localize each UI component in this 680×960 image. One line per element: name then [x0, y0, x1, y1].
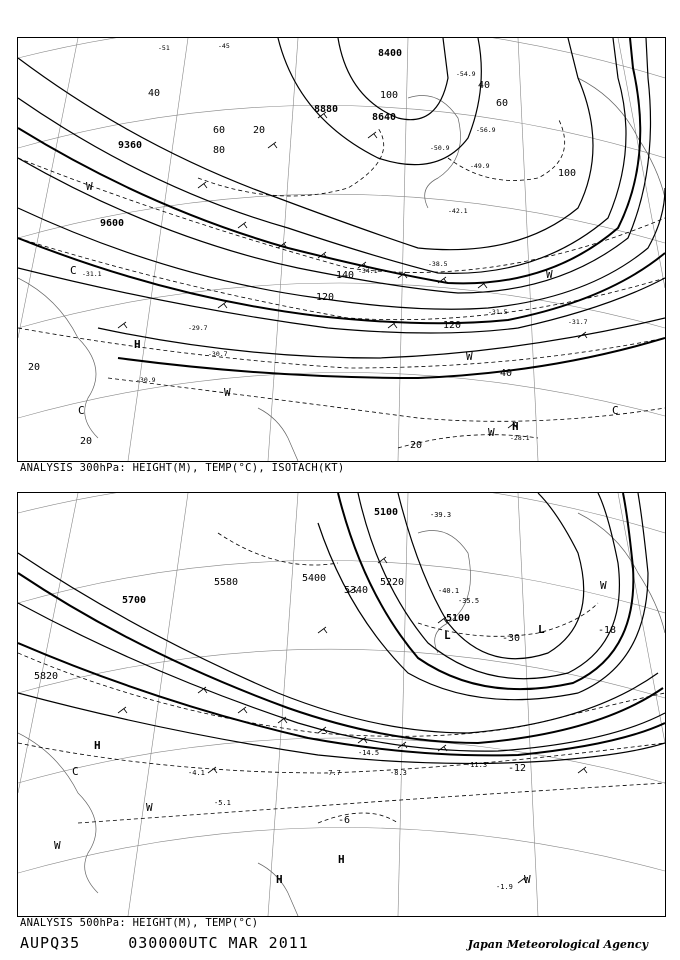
- isotach-label: 80: [213, 145, 226, 156]
- temp-label: -39.3: [430, 511, 452, 519]
- temp-label: -34.1: [358, 267, 378, 275]
- temp-label: -4.1: [188, 769, 205, 777]
- temp-label: -18: [598, 625, 617, 636]
- chart-id: AUPQ35: [20, 934, 81, 952]
- temp-label: -42.1: [448, 207, 468, 215]
- height-label: 8400: [378, 48, 403, 59]
- isotach-label: 20: [410, 440, 423, 451]
- isotach-label: 40: [500, 368, 513, 379]
- temp-label: -31.7: [568, 318, 588, 326]
- height-label: 5700: [122, 595, 147, 606]
- low-center-marker: L: [538, 623, 545, 636]
- height-label: 5340: [344, 585, 369, 596]
- chart-500hpa-panel: [17, 492, 666, 917]
- height-label: 5220: [380, 577, 405, 588]
- chart-500hpa-map: [18, 493, 665, 916]
- isotach-label: 20: [253, 125, 266, 136]
- isotach-label: 140: [336, 270, 355, 281]
- temp-label: -12: [508, 763, 527, 774]
- height-contours-bold: [18, 493, 665, 755]
- temp-label: -49.9: [470, 162, 490, 170]
- warm-center-marker: W: [466, 350, 473, 363]
- isotach-label: 120: [316, 292, 335, 303]
- isotherm-lines: [18, 533, 665, 823]
- temp-label: -14.5: [358, 749, 380, 757]
- chart-300hpa-caption: ANALYSIS 300hPa: HEIGHT(M), TEMP(°C), ISOTACH(KT): [20, 462, 345, 474]
- temp-label: -56.9: [476, 126, 496, 134]
- isotach-label: 100: [380, 90, 399, 101]
- cold-center-marker: C: [78, 404, 85, 417]
- temp-label: -6: [338, 815, 351, 826]
- cold-center-marker: C: [72, 765, 79, 778]
- temp-label: -7.7: [324, 769, 341, 777]
- height-label: 9600: [100, 218, 125, 229]
- warm-center-marker: W: [524, 873, 531, 886]
- temp-label: -31.1: [82, 270, 102, 278]
- isotach-label: 100: [558, 168, 577, 179]
- temp-label: -11.3: [466, 761, 488, 769]
- chart-timestamp: 030000UTC MAR 2011: [128, 934, 309, 952]
- height-label: 5100: [374, 507, 399, 518]
- height-label: 8640: [372, 112, 397, 123]
- temp-label: -30.7: [208, 350, 228, 358]
- high-center-marker: H: [134, 338, 141, 351]
- temp-label: -50.9: [430, 144, 450, 152]
- warm-center-marker: W: [146, 801, 153, 814]
- warm-center-marker: W: [488, 426, 495, 439]
- temp-label: -1.9: [496, 883, 513, 891]
- temp-label: -5.1: [214, 799, 231, 807]
- warm-center-marker: W: [546, 268, 553, 281]
- cold-center-marker: C: [612, 404, 619, 417]
- height-contours: [18, 38, 665, 358]
- temp-label: -31.5: [488, 308, 508, 316]
- high-center-marker: H: [338, 853, 345, 866]
- warm-center-marker: W: [86, 180, 93, 193]
- isotach-label: 20: [28, 362, 41, 373]
- temp-label: -51: [158, 44, 170, 52]
- height-label: 8880: [314, 104, 339, 115]
- temp-label: -28.1: [510, 434, 530, 442]
- temp-label: -40.1: [438, 587, 460, 595]
- isotach-label-group: [28, 80, 576, 451]
- high-center-marker: H: [276, 873, 283, 886]
- graticule: [18, 38, 665, 461]
- warm-center-marker: W: [224, 386, 231, 399]
- height-label: 5100: [446, 613, 471, 624]
- isotach-label: 40: [478, 80, 491, 91]
- height-label: 5580: [214, 577, 239, 588]
- temp-label: -54.9: [456, 70, 476, 78]
- isotach-label: 120: [443, 320, 462, 331]
- temp-label: -35.5: [458, 597, 480, 605]
- chart-300hpa-panel: [17, 37, 666, 462]
- temp-label: -38.5: [428, 260, 448, 268]
- temp-label: -29.7: [188, 324, 208, 332]
- height-label: 9360: [118, 140, 143, 151]
- isotach-label: 40: [148, 88, 161, 99]
- height-contours: [18, 493, 665, 763]
- chart-footer-id: [20, 934, 309, 952]
- height-label: 5820: [34, 671, 59, 682]
- temp-label: -30.9: [136, 376, 156, 384]
- temp-label-group: [188, 511, 616, 891]
- temp-label: -45: [218, 42, 230, 50]
- agency-name: Japan Meteorological Agency: [467, 938, 648, 951]
- cold-center-marker: C: [70, 264, 77, 277]
- height-label: 5400: [302, 573, 327, 584]
- warm-center-marker: W: [600, 579, 607, 592]
- isotach-label: 60: [496, 98, 509, 109]
- warm-center-marker: W: [54, 839, 61, 852]
- temp-label: -30: [502, 633, 521, 644]
- isotach-label: 60: [213, 125, 226, 136]
- center-marker-group: [70, 180, 619, 439]
- high-center-marker: H: [94, 739, 101, 752]
- isotach-label: 20: [80, 436, 93, 447]
- chart-500hpa-caption: ANALYSIS 500hPa: HEIGHT(M), TEMP(°C): [20, 917, 259, 929]
- low-center-marker: L: [444, 629, 451, 642]
- temp-label: -8.3: [390, 769, 407, 777]
- height-label-group: [34, 507, 470, 682]
- chart-300hpa-map: [18, 38, 665, 461]
- height-label-group: [100, 48, 402, 229]
- high-center-marker: H: [512, 420, 519, 433]
- wind-barbs: [118, 557, 587, 883]
